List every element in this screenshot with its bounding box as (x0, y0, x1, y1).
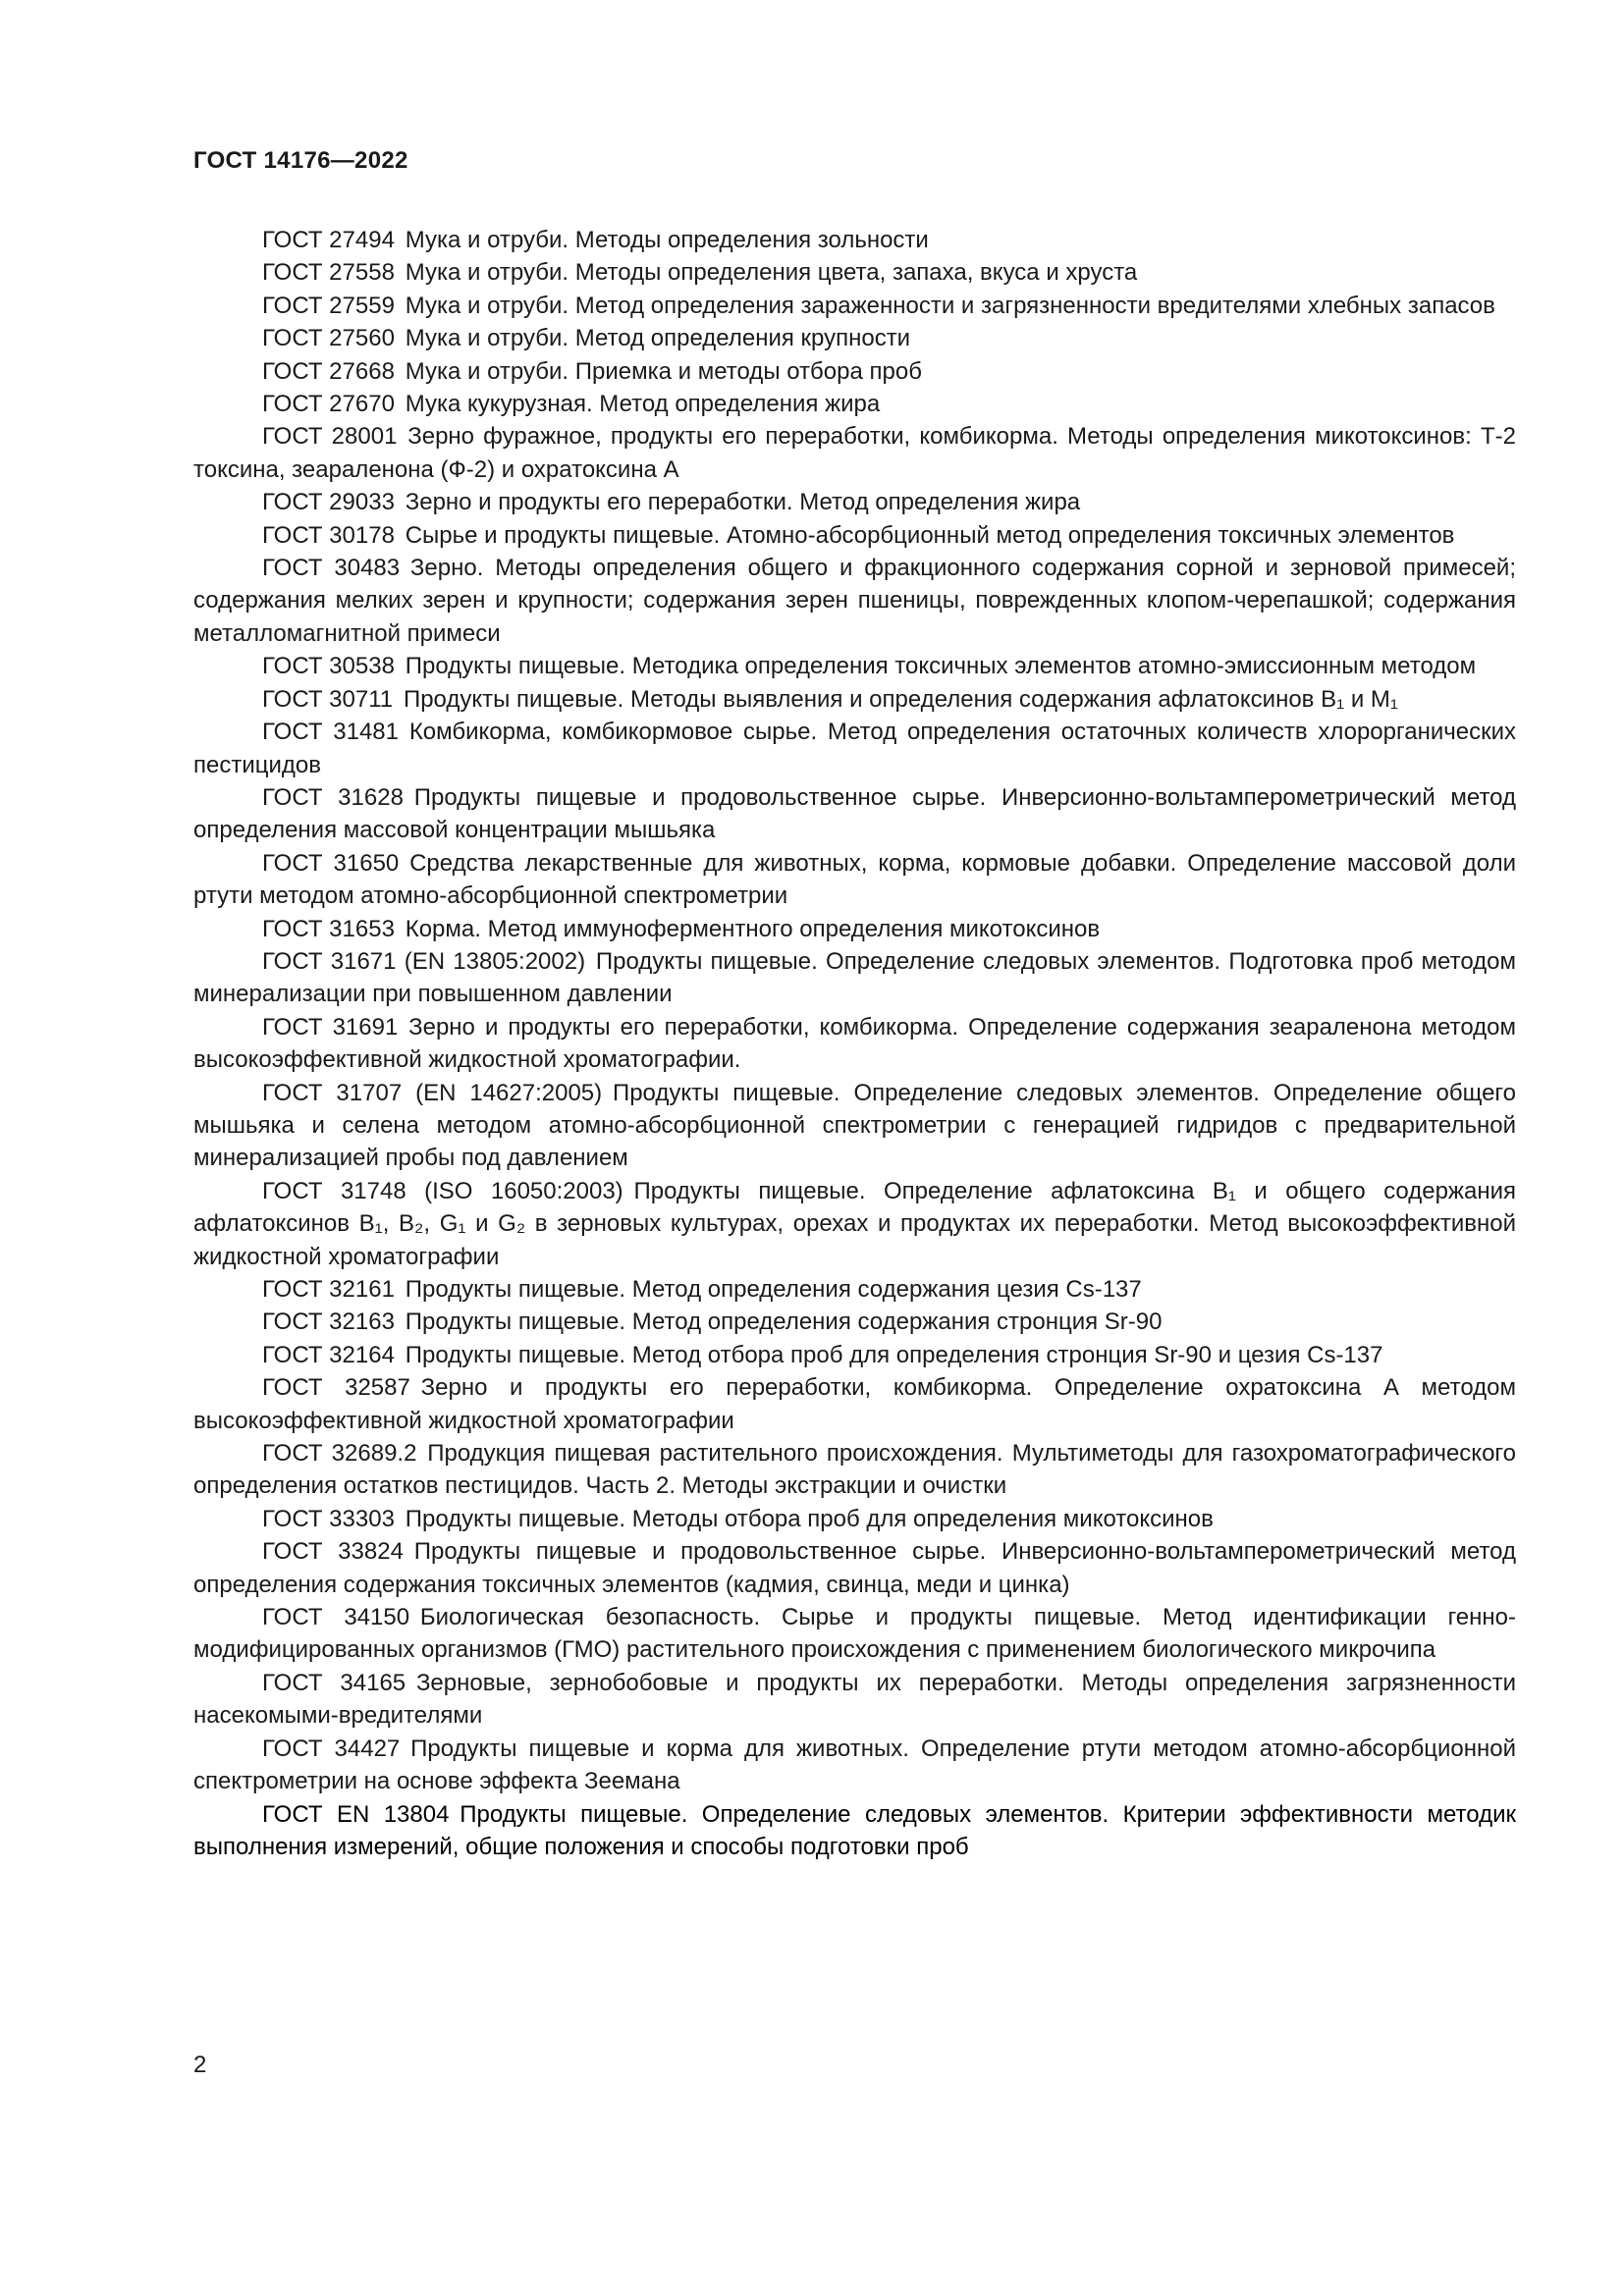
reference-entry (193, 1011, 1516, 1077)
reference-title: Продукты пищевые и продовольственное сырье. Инверсионно-вольтамперометрический метод определения массовой концентрации мышьяка (193, 783, 1516, 844)
reference-title: Продукты пищевые. Определение афлатоксина В₁ и общего содержания афлатоксинов В₁, В₂, G₁ и G₂ в зерновых культурах, орехах и продуктах их переработки. Метод высокоэффективной жидкостной хроматографии (193, 1177, 1516, 1270)
reference-code: ГОСТ 30538 (262, 653, 395, 680)
reference-code: ГОСТ 31707 (EN 14627:2005) (262, 1079, 603, 1106)
reference-title: Продукты пищевые. Метод отбора проб для определения стронция Sr-90 и цезия Cs-137 (405, 1341, 1383, 1368)
reference-code: ГОСТ 32689.2 (262, 1440, 417, 1468)
reference-entry (193, 256, 1516, 289)
reference-title: Зерно и продукты его переработки. Метод определения жира (405, 489, 1081, 516)
reference-code: ГОСТ 30711 (262, 685, 394, 713)
reference-code: ГОСТ 31671 (EN 13805:2002) (262, 947, 586, 975)
reference-code: ГОСТ 32587 (262, 1374, 410, 1402)
reference-code: ГОСТ 28001 (262, 423, 398, 451)
reference-title: Биологическая безопасность. Сырье и продукты пищевые. Метод идентификации генно-модифицированных организмов (ГМО) растительного происхождения с применением биологического микрочипа (193, 1604, 1516, 1664)
reference-title: Продукты пищевые и корма для животных. Определение ртути методом атомно-абсорбционной спектрометрии на основе эффекта Зеемана (193, 1735, 1517, 1795)
reference-title: Мука кукурузная. Метод определения жира (405, 391, 881, 418)
reference-title: Мука и отруби. Методы определения цвета, запаха, вкуса и хруста (405, 259, 1138, 287)
reference-code: ГОСТ 33824 (262, 1538, 404, 1566)
reference-code: ГОСТ 34427 (262, 1735, 401, 1762)
reference-entry (193, 650, 1516, 682)
reference-code: ГОСТ 34165 (262, 1669, 406, 1696)
reference-entry (193, 1306, 1516, 1338)
reference-title: Продукция пищевая растительного происхождения. Мультиметоды для газохроматографического определения остатков пестицидов. Часть 2. Методы экстракции и очистки (193, 1440, 1517, 1500)
reference-code: ГОСТ 32161 (262, 1276, 395, 1303)
reference-entry (193, 1273, 1516, 1306)
page-number: 2 (193, 2052, 207, 2078)
reference-title: Сырье и продукты пищевые. Атомно-абсорбционный метод определения токсичных элементов (405, 521, 1455, 549)
reference-code: ГОСТ 31481 (262, 719, 400, 746)
reference-title: Зерновые, зернобобовые и продукты их переработки. Методы определения загрязненности насекомыми-вредителями (193, 1669, 1516, 1730)
reference-title: Продукты пищевые. Методика определения токсичных элементов атомно-эмиссионным методом (405, 653, 1477, 680)
reference-code: ГОСТ 32164 (262, 1341, 395, 1368)
reference-code: ГОСТ 31650 (262, 849, 400, 877)
reference-title: Продукты пищевые. Определение следовых элементов. Критерии эффективности методик выполнения измерений, общие положения и способы подготовки проб (193, 1800, 1516, 1860)
reference-title: Средства лекарственные для животных, корма, кормовые добавки. Определение массовой доли ртути методом атомно-абсорбционной спектрометрии (193, 849, 1516, 910)
reference-title: Зерно фуражное, продукты его переработки, комбикорма. Методы определения микотоксинов: Т-2 токсина, зеараленона (Ф-2) и охратоксина А (193, 423, 1516, 483)
reference-entry (193, 847, 1516, 913)
reference-code: ГОСТ 27560 (262, 325, 395, 352)
document-header: ГОСТ 14176—2022 (193, 147, 408, 174)
reference-code: ГОСТ 31653 (262, 915, 395, 942)
reference-title: Продукты пищевые. Определение следовых элементов. Определение общего мышьяка и селена методом атомно-абсорбционной спектрометрии с генерацией гидридов с предварительной минерализацией пробы под давлением (193, 1079, 1516, 1172)
reference-entry (193, 913, 1516, 945)
reference-code: ГОСТ 33303 (262, 1505, 395, 1532)
reference-entry (193, 1371, 1516, 1437)
reference-code: ГОСТ 31748 (ISO 16050:2003) (262, 1177, 623, 1204)
reference-entry (193, 420, 1516, 486)
reference-entry (193, 1535, 1516, 1601)
reference-entry (193, 1798, 1516, 1864)
reference-title: Продукты пищевые. Метод определения содержания цезия Cs-137 (405, 1276, 1142, 1303)
reference-code: ГОСТ 27670 (262, 391, 395, 418)
reference-code: ГОСТ EN 13804 (262, 1800, 450, 1828)
reference-title: Мука и отруби. Метод определения зараженности и загрязненности вредителями хлебных запасов (405, 292, 1495, 319)
reference-title: Продукты пищевые. Методы отбора проб для определения микотоксинов (405, 1505, 1214, 1532)
reference-code: ГОСТ 31691 (262, 1013, 399, 1041)
reference-title: Продукты пищевые. Метод определения содержания стронция Sr-90 (405, 1308, 1163, 1336)
reference-entry (193, 322, 1516, 354)
reference-title: Мука и отруби. Метод определения крупности (405, 325, 911, 352)
reference-code: ГОСТ 27494 (262, 227, 395, 253)
reference-entry (193, 355, 1516, 388)
reference-entry (193, 388, 1516, 420)
reference-code: ГОСТ 34150 (262, 1604, 410, 1631)
reference-code: ГОСТ 27558 (262, 259, 395, 287)
reference-entry (193, 781, 1516, 847)
reference-title: Мука и отруби. Методы определения зольности (405, 227, 929, 253)
reference-entry (193, 290, 1516, 322)
reference-entry (193, 486, 1516, 518)
reference-code: ГОСТ 32163 (262, 1308, 395, 1336)
reference-entry (193, 224, 1516, 256)
reference-entry (193, 945, 1516, 1011)
reference-title: Продукты пищевые и продовольственное сырье. Инверсионно-вольтамперометрический метод определения содержания токсичных элементов (кадмия, свинца, меди и цинка) (193, 1538, 1516, 1598)
reference-title: Мука и отруби. Приемка и методы отбора проб (405, 357, 922, 385)
reference-entry (193, 1667, 1516, 1733)
reference-entry (193, 1175, 1516, 1273)
reference-code: ГОСТ 30483 (262, 555, 401, 582)
reference-entry (193, 1437, 1516, 1503)
reference-entry (193, 552, 1516, 650)
reference-code: ГОСТ 29033 (262, 489, 395, 516)
reference-entry (193, 683, 1516, 716)
reference-code: ГОСТ 27668 (262, 357, 395, 385)
reference-title: Комбикорма, комбикормовое сырье. Метод определения остаточных количеств хлорорганических пестицидов (193, 719, 1516, 778)
reference-title: Зерно и продукты его переработки, комбикорма. Определение содержания зеараленона методом высокоэффективной жидкостной хроматографии. (193, 1013, 1516, 1074)
reference-title: Корма. Метод иммуноферментного определения микотоксинов (405, 915, 1101, 942)
reference-entry (193, 1733, 1516, 1798)
reference-entry (193, 519, 1516, 552)
reference-code: ГОСТ 31628 (262, 783, 404, 811)
reference-title: Продукты пищевые. Определение следовых элементов. Подготовка проб методом минерализации при повышенном давлении (193, 947, 1517, 1008)
normative-references-list (193, 224, 1516, 1863)
reference-title: Продукты пищевые. Методы выявления и определения содержания афлатоксинов В₁ и М₁ (403, 685, 1399, 713)
reference-entry (193, 716, 1516, 781)
reference-entry (193, 1077, 1516, 1175)
reference-title: Зерно. Методы определения общего и фракционного содержания сорной и зерновой примесей; содержания мелких зерен и крупности; содержания зерен пшеницы, поврежденных клопом-черепашкой; содержания металломагнитной примеси (193, 555, 1517, 647)
reference-entry (193, 1339, 1516, 1371)
reference-entry (193, 1601, 1516, 1667)
reference-title: Зерно и продукты его переработки, комбикорма. Определение охратоксина А методом высокоэффективной жидкостной хроматографии (193, 1374, 1517, 1434)
reference-code: ГОСТ 30178 (262, 521, 395, 549)
reference-code: ГОСТ 27559 (262, 292, 395, 319)
reference-entry (193, 1503, 1516, 1535)
